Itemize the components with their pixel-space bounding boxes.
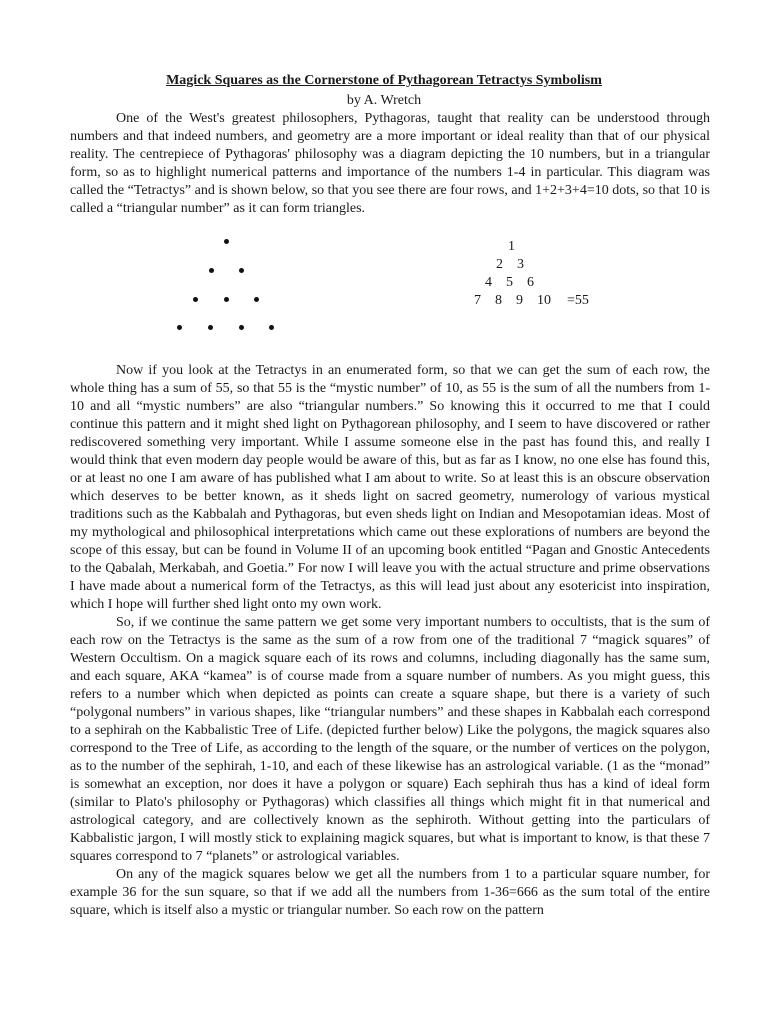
tetractys-dot [224, 297, 229, 302]
paragraph: So, if we continue the same pattern we get some very important numbers to occultists, that is the sum of each row on the Tetractys is the same as the sum of a row from one of the traditional 7 “magick squares” of Western Occultism. On a magick square each of its rows and columns, including diagonally has the same sum, and each square, AKA “kamea” is of course made from a square number of numbers. As you might guess, this refers to a number which when depicted as points can create a square shape, but there is a variety of such “polygonal numbers” in various shapes, like “triangular numbers” and these shapes in Kabbalah each correspond to a sephirah on the Kabbalistic Tree of Life. (depicted further below) Like the polygons, the magick squares also correspond to the Tree of Life, as according to the length of the square, or the number of vertices on the polygon, as to the number of the sephirah, 1-10, and each of these likewise has an astrological variable. (1 as the “monad” is somewhat an exception, nor does it have a polygon or square) Each sephirah thus has a kind of ideal form (similar to Plato's philosophy or Pythagoras) which classifies all things which might fit in that numerical and astrological category, and are collectively known as the sephiroth. Without getting into the particulars of Kabbalistic jargon, I will mostly stick to explaining magick squares, but what is important to know, is that these 7 squares correspond to 7 “planets” or astrological variables. [70, 615, 710, 864]
tetractys-row: 4 5 6 [485, 275, 534, 290]
tetractys-dot [239, 325, 244, 330]
tetractys-dot-diagram [170, 234, 290, 334]
tetractys-row: 1 [508, 239, 515, 254]
tetractys-dot [254, 297, 259, 302]
tetractys-dot [239, 268, 244, 273]
tetractys-dot [209, 268, 214, 273]
tetractys-dot [269, 325, 274, 330]
tetractys-dot [208, 325, 213, 330]
tetractys-dot [224, 239, 229, 244]
tetractys-row: 2 3 [496, 257, 524, 272]
paragraph: On any of the magick squares below we get all the numbers from 1 to a particular square number, for example 36 for the sun square, so that if we add all the numbers from 1-36=666 as the sum total of the entire square, which is itself also a mystic or triangular number. So each row on the pattern [70, 867, 710, 918]
intro-text [70, 110, 710, 218]
document-author: by A. Wretch [346, 93, 422, 108]
paragraph: One of the West's greatest philosophers, Pythagoras, taught that reality can be understood through numbers and that indeed numbers, and geometry are a more important or ideal reality than that of our physical reality. The centrepiece of Pythagoras' philosophy was a diagram depicting the 10 numbers, but in a triangular form, so as to highlight numerical patterns and importance of the numbers 1-4 in particular. This diagram was called the “Tetractys” and is shown below, so that you see there are four rows, and 1+2+3+4=10 dots, so that 10 is called a “triangular number” as it can form triangles. [70, 111, 710, 216]
tetractys-dot [177, 325, 182, 330]
tetractys-row: 7 8 9 10 [474, 293, 551, 308]
paragraph: Now if you look at the Tetractys in an enumerated form, so that we can get the sum of each row, the whole thing has a sum of 55, so that 55 is the “mystic number” of 10, as 55 is the sum of all the numbers from 1-10 and all “mystic numbers” are also “triangular numbers.” So knowing this it occurred to me that I could continue this pattern and it might shed light on Pythagorean philosophy, and I seem to have discovered or rather rediscovered something very important. While I assume someone else in the past has found this, and really I would think that even modern day people would be aware of this, but as far as I know, no one else has found this, or at least no one I am aware of has published what I am about to write. So at least this is an obscure observation which deserves to be better known, as it sheds light on sacred geometry, numerology of various mystical traditions such as the Kabbalah and Pythagoras, but even sheds light on Indian and Mesopotamian ideas. Most of my mythological and philosophical interpretations which came out these explorations of numbers are beyond the scope of this essay, but can be found in Volume II of an upcoming book entitled “Pagan and Gnostic Antecedents to the Qabalah, Merkabah, and Goetia.” For now I will leave you with the actual structure and prime observations I have made about a numerical form of the Tetractys, as this will lead just about any esotericist into inspiration, which I hope will further shed light onto my own work. [70, 363, 710, 612]
tetractys-sum: =55 [567, 293, 589, 308]
tetractys-dot [193, 297, 198, 302]
body-text [70, 362, 710, 920]
document-title: Magick Squares as the Cornerstone of Pythagorean Tetractys Symbolism [166, 73, 602, 88]
